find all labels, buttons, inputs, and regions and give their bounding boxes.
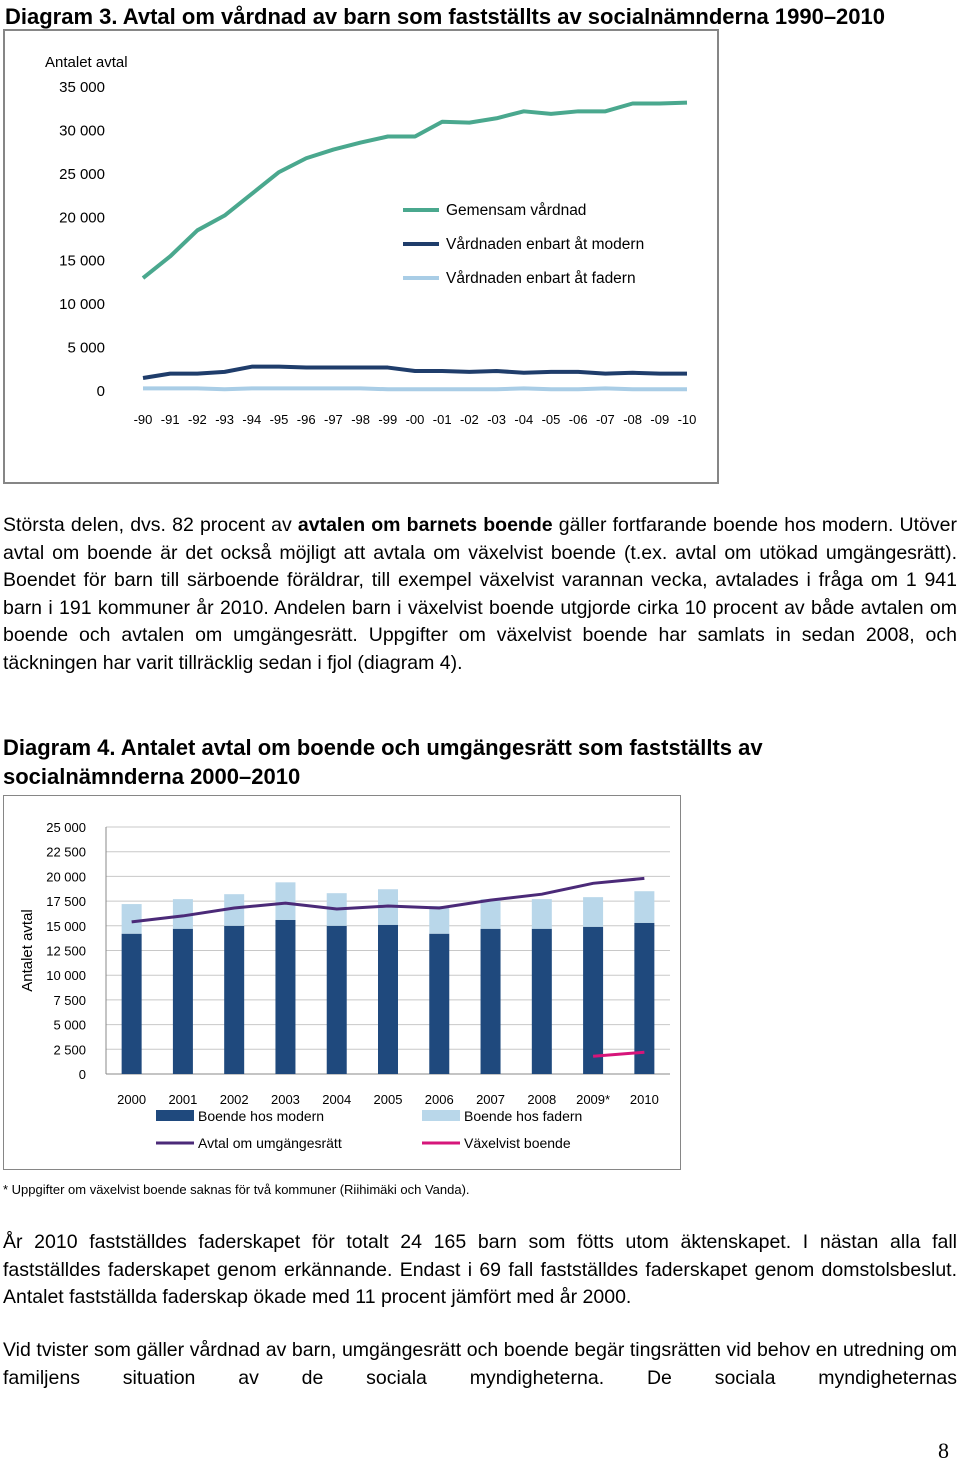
x-tick-label: -08 [623, 412, 642, 427]
bar-boende-hos-modern [122, 934, 142, 1074]
bar-boende-hos-modern [532, 929, 552, 1074]
legend-swatch-1 [156, 1110, 194, 1121]
paragraph-1 [3, 512, 957, 677]
diagram3-chart-frame [3, 29, 719, 484]
x-tick-label: 2008 [527, 1092, 557, 1107]
diagram4-chart [4, 796, 680, 1169]
paragraph-3 [3, 1337, 957, 1392]
x-tick-label: -10 [677, 412, 697, 427]
x-tick-label: -96 [296, 412, 316, 427]
x-tick-label: 2001 [168, 1092, 198, 1107]
diagram3-heading: Diagram 3. Avtal om vårdnad av barn som fastställts av socialnämnderna 1990–2010 [5, 4, 885, 29]
legend-label-3: Vårdnaden enbart åt fadern [446, 270, 636, 287]
x-tick-label: 2009* [576, 1092, 611, 1107]
bar-boende-hos-fadern [532, 899, 552, 929]
y-tick-label: 20 000 [46, 869, 86, 885]
x-tick-label: 2006 [424, 1092, 454, 1107]
x-tick-label: 2000 [117, 1092, 147, 1107]
y-tick-label: 5 000 [67, 339, 105, 357]
x-tick-label: -98 [351, 412, 370, 427]
bar-boende-hos-modern [583, 927, 603, 1074]
y-tick-label: 0 [96, 383, 105, 400]
x-tick-label: 2007 [476, 1092, 506, 1107]
paragraph-1-part-a: Största delen, dvs. 82 procent av [3, 514, 298, 536]
x-tick-label: 2004 [322, 1092, 352, 1107]
y-axis-title: Antalet avtal [45, 54, 128, 71]
x-tick-label: 2005 [373, 1092, 403, 1107]
x-tick-label: 2010 [629, 1092, 659, 1107]
y-tick-label: 0 [78, 1067, 86, 1082]
bar-boende-hos-modern [275, 920, 295, 1074]
x-tick-label: -95 [269, 412, 289, 427]
diagram4-heading-line2: socialnämnderna 2000–2010 [3, 764, 301, 789]
bar-boende-hos-fadern [634, 891, 654, 923]
x-tick-label: -99 [378, 412, 398, 427]
y-axis-title: Antalet avtal [19, 909, 36, 992]
bar-boende-hos-modern [481, 929, 501, 1074]
legend-label-1: Boende hos modern [198, 1108, 325, 1124]
y-tick-label: 25 000 [46, 820, 86, 835]
x-tick-label: 2002 [219, 1092, 249, 1107]
x-tick-label: -07 [596, 412, 615, 427]
diagram4-heading-line1: Diagram 4. Antalet avtal om boende och umgängesrätt som fastställts av [3, 735, 763, 760]
legend-label-3: Avtal om umgängesrätt [198, 1135, 342, 1151]
x-tick-label: -02 [460, 412, 479, 427]
y-tick-label: 10 000 [46, 968, 86, 984]
paragraph-1-bold: avtalen om barnets boende [297, 514, 553, 536]
paragraph-3-text: Vid tvister som gäller vårdnad av barn, umgängesrätt och boende begär tingsrätten vid behov en utredning om familjens situation av de sociala myndigheterna. De sociala myndigheternas [3, 1339, 957, 1389]
legend-label-1: Gemensam vårdnad [446, 202, 587, 219]
paragraph-1-part-b: gäller fortfarande boende hos modern. Utöver avtal om boende är det också möjligt att avtala om växelvist boende (t.ex. avtal om utökad umgängesrätt). Boendet för barn till särboende föräldrar, till exempel växelvist varannan vecka, avtalades i fråga om 1 941 barn i 191 kommuner år 2010. Andelen barn i växelvist boende utgjorde cirka 10 procent av både avtalen om boende och avtalen om umgängesrätt. Uppgifter om växelvist boende har samlats in sedan 2008, och täckningen har varit tillräcklig sedan i fjol (diagram 4). [3, 514, 957, 674]
y-tick-label: 2 500 [53, 1042, 86, 1058]
x-tick-label: -90 [133, 412, 153, 427]
bar-boende-hos-modern [378, 925, 398, 1074]
bar-boende-hos-fadern [122, 904, 142, 934]
y-tick-label: 15 000 [59, 252, 105, 270]
bar-boende-hos-modern [173, 929, 193, 1074]
y-tick-label: 25 000 [59, 165, 105, 183]
bar-boende-hos-fadern [481, 899, 501, 929]
x-tick-label: -09 [650, 412, 670, 427]
y-tick-label: 15 000 [46, 918, 86, 934]
x-tick-label: -01 [432, 412, 452, 427]
bar-boende-hos-fadern [583, 897, 603, 927]
legend-swatch-2 [422, 1110, 460, 1121]
y-tick-label: 20 000 [59, 209, 105, 227]
x-tick-label: -94 [242, 412, 262, 427]
page-number: 8 [938, 1438, 949, 1463]
y-tick-label: 7 500 [53, 992, 86, 1008]
bar-boende-hos-modern [327, 926, 347, 1074]
y-tick-label: 17 500 [46, 894, 86, 910]
legend-label-4: Växelvist boende [464, 1135, 571, 1151]
x-tick-label: -93 [215, 412, 234, 427]
paragraph-2-text: År 2010 fastställdes faderskapet för totalt 24 165 barn som fötts utom äktenskapet. I nästan alla fall fastställdes faderskapet genom erkännande. Endast i 69 fall fastställdes faderskapet genom domstolsbeslut. Antalet fastställda faderskap ökade med 11 procent jämfört med år 2000. [3, 1231, 957, 1308]
diagram4-chart-frame [3, 795, 681, 1170]
y-tick-label: 12 500 [46, 943, 86, 959]
bar-boende-hos-fadern [275, 882, 295, 920]
diagram4-heading [3, 733, 957, 791]
x-tick-label: -04 [514, 412, 534, 427]
x-tick-label: 2003 [270, 1092, 300, 1107]
legend-label-2: Vårdnaden enbart åt modern [446, 236, 645, 253]
y-tick-label: 35 000 [59, 79, 105, 96]
series-line-2 [143, 367, 687, 378]
x-tick-label: -91 [160, 412, 180, 427]
diagram3-chart [5, 31, 717, 482]
y-tick-label: 10 000 [59, 296, 105, 314]
series-line-3 [143, 388, 687, 389]
bar-boende-hos-modern [224, 926, 244, 1074]
y-tick-label: 22 500 [46, 844, 86, 860]
x-tick-label: -03 [487, 412, 506, 427]
y-tick-label: 5 000 [53, 1017, 86, 1033]
y-tick-label: 30 000 [59, 122, 105, 140]
legend-label-2: Boende hos fadern [464, 1108, 583, 1124]
x-tick-label: -92 [188, 412, 207, 427]
x-tick-label: -06 [568, 412, 588, 427]
bar-boende-hos-modern [429, 934, 449, 1074]
x-tick-label: -97 [324, 412, 343, 427]
x-tick-label: -00 [405, 412, 425, 427]
bar-boende-hos-fadern [429, 906, 449, 934]
x-tick-label: -05 [541, 412, 561, 427]
diagram4-footnote: * Uppgifter om växelvist boende saknas för två kommuner (Riihimäki och Vanda). [3, 1182, 470, 1197]
paragraph-2 [3, 1229, 957, 1312]
